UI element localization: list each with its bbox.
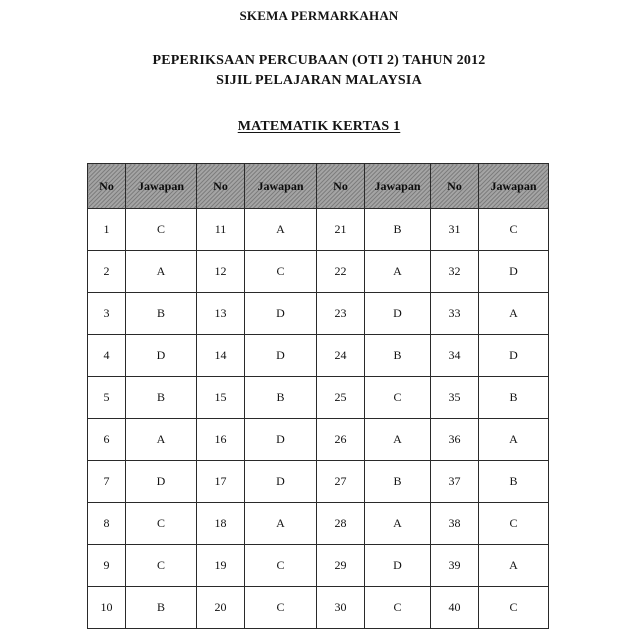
question-number-cell: 18 [197,503,245,545]
answer-cell: A [479,419,549,461]
answer-cell: C [365,587,431,629]
answer-cell: D [479,251,549,293]
answer-cell: C [479,209,549,251]
answer-cell: B [126,377,197,419]
answer-cell: D [245,335,317,377]
question-number-cell: 24 [317,335,365,377]
answer-cell: C [479,503,549,545]
table-row [88,251,549,293]
answer-cell: B [365,461,431,503]
table-row [88,587,549,629]
question-number-cell: 17 [197,461,245,503]
answer-table-body [88,209,549,629]
question-number-cell: 9 [88,545,126,587]
question-number-cell: 39 [431,545,479,587]
question-number-cell: 8 [88,503,126,545]
paper-title: MATEMATIK KERTAS 1 [237,119,401,134]
column-header: Jawapan [126,164,197,209]
question-number-cell: 23 [317,293,365,335]
answer-cell: C [126,209,197,251]
answer-cell: A [126,251,197,293]
question-number-cell: 11 [197,209,245,251]
answer-cell: A [365,419,431,461]
table-row [88,419,549,461]
table-row [88,545,549,587]
table-row [88,461,549,503]
question-number-cell: 5 [88,377,126,419]
question-number-cell: 37 [431,461,479,503]
answer-cell: D [245,293,317,335]
answer-cell: B [365,209,431,251]
question-number-cell: 31 [431,209,479,251]
question-number-cell: 3 [88,293,126,335]
answer-table [87,163,549,629]
answer-cell: A [479,293,549,335]
table-row [88,209,549,251]
question-number-cell: 40 [431,587,479,629]
answer-cell: B [479,377,549,419]
question-number-cell: 32 [431,251,479,293]
answer-cell: B [365,335,431,377]
question-number-cell: 16 [197,419,245,461]
answer-cell: D [365,545,431,587]
table-header-row [88,164,549,209]
answer-cell: C [245,545,317,587]
question-number-cell: 19 [197,545,245,587]
question-number-cell: 38 [431,503,479,545]
table-row [88,335,549,377]
question-number-cell: 22 [317,251,365,293]
scheme-title: SKEMA PERMARKAHAN [239,8,399,23]
question-number-cell: 15 [197,377,245,419]
answer-cell: B [126,587,197,629]
question-number-cell: 26 [317,419,365,461]
answer-cell: D [365,293,431,335]
answer-cell: A [245,503,317,545]
question-number-cell: 20 [197,587,245,629]
question-number-cell: 14 [197,335,245,377]
question-number-cell: 7 [88,461,126,503]
question-number-cell: 12 [197,251,245,293]
question-number-cell: 13 [197,293,245,335]
answer-cell: C [365,377,431,419]
question-number-cell: 36 [431,419,479,461]
column-header: No [88,164,126,209]
answer-cell: A [479,545,549,587]
answer-cell: C [126,545,197,587]
column-header: Jawapan [245,164,317,209]
column-header: Jawapan [365,164,431,209]
question-number-cell: 25 [317,377,365,419]
question-number-cell: 27 [317,461,365,503]
answer-cell: B [245,377,317,419]
question-number-cell: 34 [431,335,479,377]
exam-title: PEPERIKSAAN PERCUBAAN (OTI 2) TAHUN 2012 [152,53,486,68]
question-number-cell: 21 [317,209,365,251]
question-number-cell: 4 [88,335,126,377]
answer-cell: C [245,587,317,629]
answer-cell: C [479,587,549,629]
answer-cell: D [245,461,317,503]
column-header: No [317,164,365,209]
question-number-cell: 6 [88,419,126,461]
answer-cell: D [126,335,197,377]
column-header: No [197,164,245,209]
answer-cell: A [126,419,197,461]
column-header: Jawapan [479,164,549,209]
question-number-cell: 28 [317,503,365,545]
table-row [88,293,549,335]
answer-cell: A [365,251,431,293]
table-row [88,377,549,419]
answer-cell: B [479,461,549,503]
answer-cell: A [365,503,431,545]
question-number-cell: 10 [88,587,126,629]
column-header: No [431,164,479,209]
answer-cell: D [126,461,197,503]
answer-cell: C [126,503,197,545]
answer-cell: A [245,209,317,251]
certificate-title: SIJIL PELAJARAN MALAYSIA [216,73,422,88]
question-number-cell: 29 [317,545,365,587]
question-number-cell: 30 [317,587,365,629]
question-number-cell: 35 [431,377,479,419]
answer-cell: D [479,335,549,377]
question-number-cell: 1 [88,209,126,251]
question-number-cell: 2 [88,251,126,293]
answer-cell: D [245,419,317,461]
question-number-cell: 33 [431,293,479,335]
answer-cell: B [126,293,197,335]
table-row [88,503,549,545]
answer-cell: C [245,251,317,293]
